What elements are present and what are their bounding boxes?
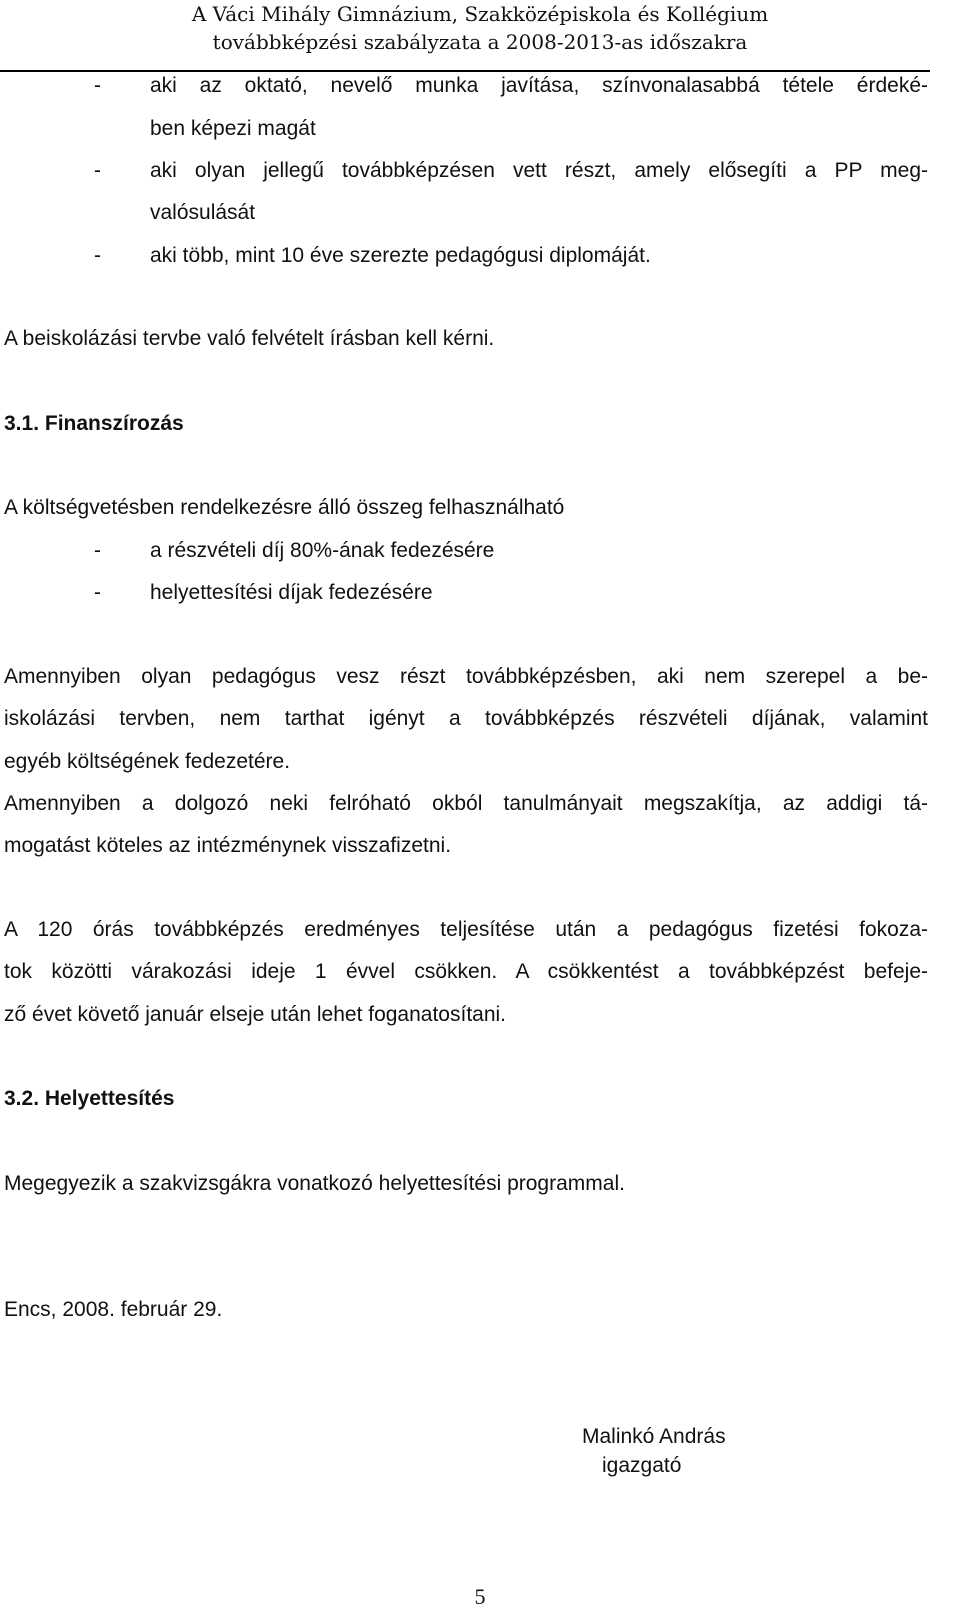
- list-item-line: aki több, mint 10 éve szerezte pedagógusi diplomáját.: [150, 244, 651, 267]
- list-item-line: aki olyan jellegű továbbképzésen vett részt, amely elősegíti a PP meg-: [150, 159, 928, 182]
- list-item-line: a részvételi díj 80%-ának fedezésére: [150, 539, 495, 562]
- paragraph-line: egyéb költségének fedezetére.: [4, 750, 291, 773]
- paragraph-line: Amennyiben a dolgozó neki felróható okból tanulmányait megszakítja, az addigi tá-: [4, 792, 928, 815]
- signature-name: Malinkó András: [582, 1425, 726, 1448]
- section-heading: 3.2. Helyettesítés: [4, 1087, 175, 1110]
- header-rule: [0, 70, 930, 72]
- list-dash: -: [94, 74, 101, 97]
- list-item-line: helyettesítési díjak fedezésére: [150, 581, 433, 604]
- paragraph-line: iskolázási tervben, nem tarthat igényt a továbbképzés részvételi díjának, valamint: [4, 707, 928, 730]
- signature-role: igazgató: [602, 1454, 682, 1477]
- paragraph-line: mogatást köteles az intézménynek visszafizetni.: [4, 834, 452, 857]
- place-date: Encs, 2008. február 29.: [4, 1298, 223, 1321]
- header-line-1: A Váci Mihály Gimnázium, Szakközépiskola és Kollégium: [191, 2, 769, 26]
- paragraph-line: Megegyezik a szakvizsgákra vonatkozó helyettesítési programmal.: [4, 1172, 625, 1195]
- list-dash: -: [94, 159, 101, 182]
- paragraph-line: tok közötti várakozási ideje 1 évvel csökken. A csökkentést a továbbképzést befeje-: [4, 960, 928, 983]
- paragraph-line: ző évet követő január elseje után lehet foganatosítani.: [4, 1003, 507, 1026]
- page-number: 5: [474, 1584, 486, 1609]
- paragraph-line: Amennyiben olyan pedagógus vesz részt továbbképzésben, aki nem szerepel a be-: [4, 665, 928, 688]
- list-item-line: ben képezi magát: [150, 117, 316, 140]
- beiskolazas-text: A beiskolázási tervbe való felvételt írásban kell kérni.: [4, 327, 495, 350]
- header-line-2: továbbképzési szabályzata a 2008-2013-as időszakra: [212, 30, 748, 54]
- paragraph-line: A költségvetésben rendelkezésre álló összeg felhasználható: [4, 496, 565, 519]
- list-item-line: valósulását: [150, 201, 256, 224]
- paragraph-line: A 120 órás továbbképzés eredményes teljesítése után a pedagógus fizetési fokoza-: [4, 918, 928, 941]
- list-dash: -: [94, 244, 101, 267]
- list-dash: -: [94, 581, 101, 604]
- section-heading: 3.1. Finanszírozás: [4, 412, 184, 435]
- list-item-line: aki az oktató, nevelő munka javítása, színvonalasabbá tétele érdeké-: [150, 74, 928, 97]
- list-dash: -: [94, 539, 101, 562]
